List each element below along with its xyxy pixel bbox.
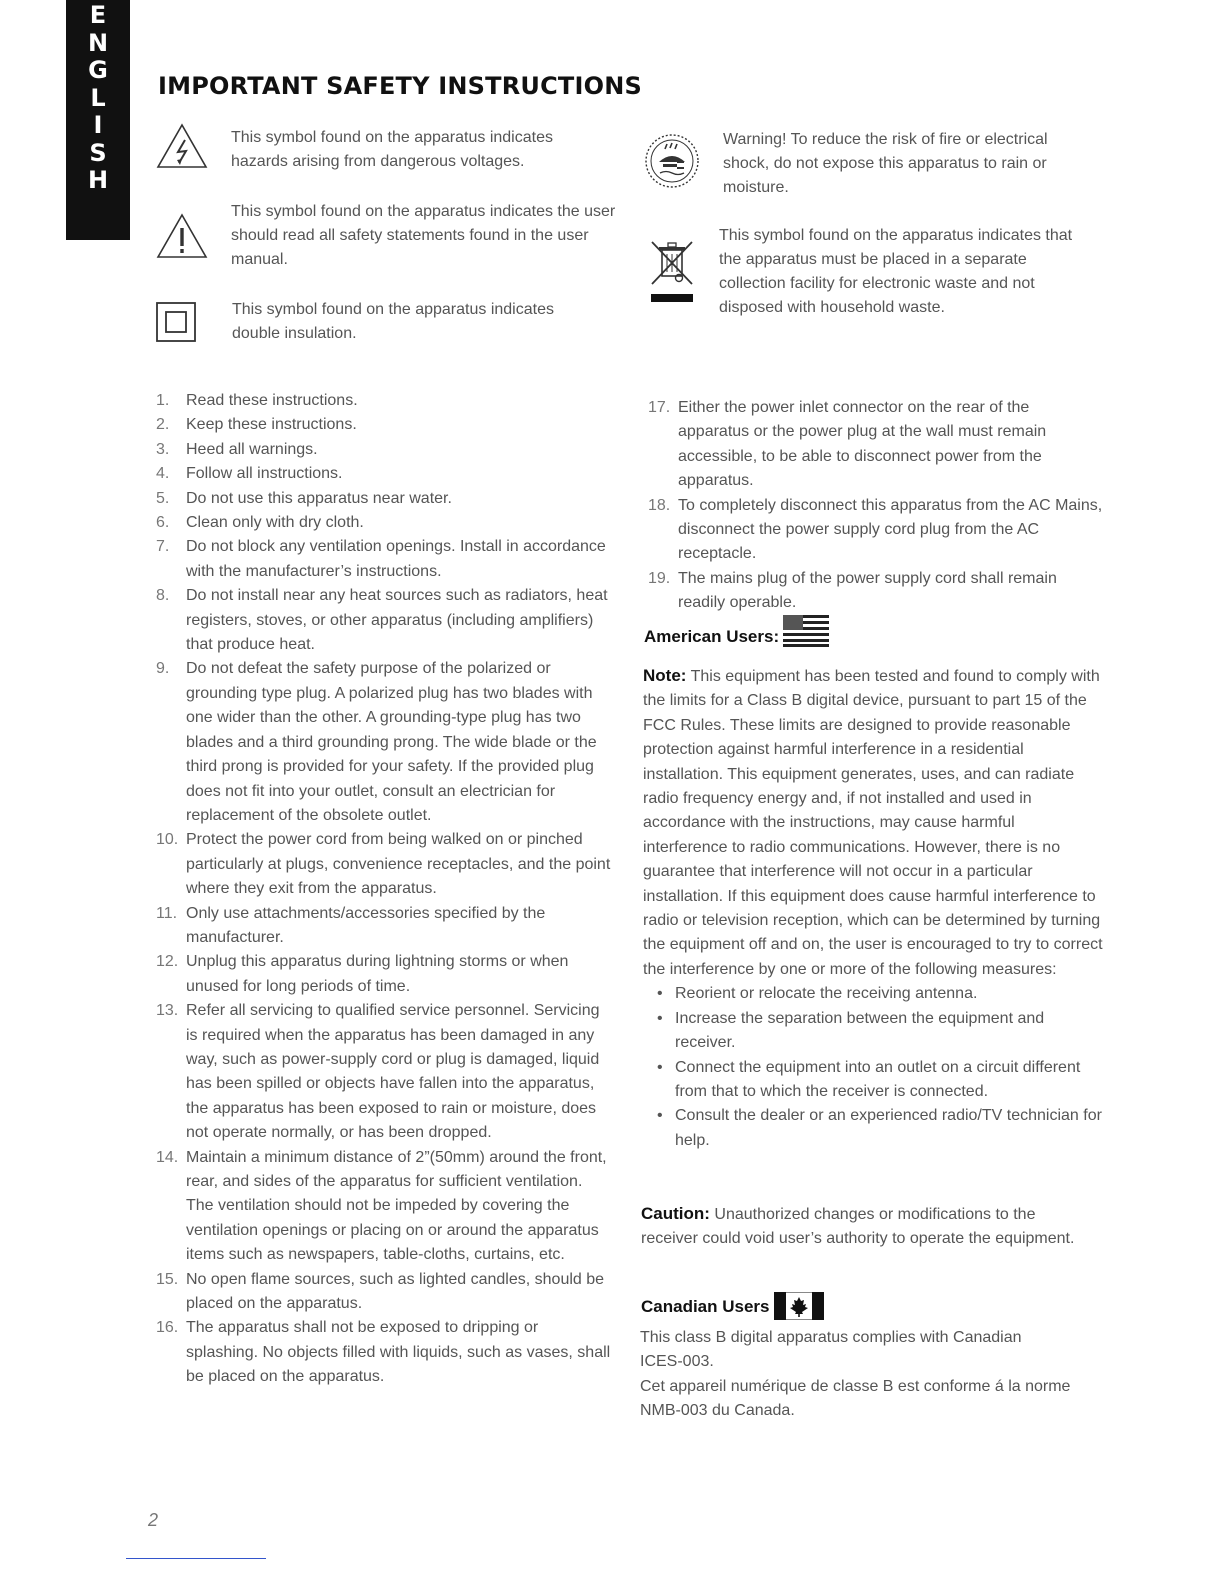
item-number: 3. (156, 440, 170, 458)
page-title: IMPORTANT SAFETY INSTRUCTIONS (158, 72, 642, 100)
list-item (156, 389, 611, 413)
list-item (648, 494, 1103, 567)
list-item (156, 511, 611, 535)
item-number: 1. (156, 392, 170, 409)
item-number: 19. (648, 569, 671, 587)
item-number: 8. (156, 587, 170, 605)
rain-moisture-warning-icon (643, 132, 701, 190)
voltage-symbol-text: This symbol found on the apparatus indicates hazards arising from dangerous voltages. (231, 129, 553, 170)
language-letter: L (90, 83, 106, 112)
list-item: • Consult the dealer or an experienced radio/TV technician for help. (643, 1104, 1103, 1153)
high-voltage-warning-icon (156, 122, 208, 170)
list-item (156, 535, 611, 584)
list-item: • Increase the separation between the equipment and receiver. (643, 1007, 1103, 1056)
safety-list-right (648, 396, 1103, 616)
list-item (156, 413, 611, 437)
item-text: Protect the power cord from being walked on or pinched particularly at plugs, convenience receptacles, and the point where they exit from the apparatus. (186, 831, 611, 898)
double-insulation-icon (156, 302, 198, 344)
read-manual-symbol-text: This symbol found on the apparatus indicates the user should read all safety statements found in the user manual. (231, 203, 616, 268)
footer-rule (126, 1558, 266, 1559)
item-number: 12. (156, 953, 179, 971)
item-number: 9. (156, 660, 170, 678)
language-letter: G (88, 56, 108, 84)
list-item (156, 487, 611, 511)
note-text: This equipment has been tested and found to comply with the limits for a Class B digital device, pursuant to part 15 of the FCC Rules. These limits are designed to provide reasonable protection against harmful interference in a residential installation. This equipment generates, uses, and can radiate radio frequency energy and, if not installed and used in accordance with the instructions, may cause harmful interference to radio communications. However, there is no guarantee that interference will not occur in a particular installation. If this equipment does cause harmful interference to radio or television reception, which can be determined by turning the equipment off and on, the user is encouraged to try to correct the interference by one or more of the following measures: (643, 668, 1103, 978)
item-number: 15. (156, 1270, 179, 1288)
language-letter: E (89, 1, 107, 29)
item-text: Do not install near any heat sources such as radiators, heat registers, stoves, or other apparatus (including amplifiers) that produce heat. (186, 587, 608, 654)
list-item (156, 1268, 611, 1317)
item-text: Unplug this apparatus during lightning storms or when unused for long periods of time. (186, 953, 569, 995)
item-text: Follow all instructions. (186, 465, 343, 483)
item-number: 4. (156, 465, 170, 483)
item-text: To completely disconnect this apparatus from the AC Mains, disconnect the power supply cord plug from the AC receptacle. (678, 496, 1103, 563)
page-number: 2 (148, 1510, 159, 1530)
item-number: 5. (156, 489, 170, 507)
item-text: Either the power inlet connector on the rear of the apparatus or the power plug at the wall must remain accessible, to be able to disconnect power from the apparatus. (678, 399, 1047, 490)
american-users-heading (644, 627, 829, 647)
note-label: Note: (643, 666, 687, 685)
canada-flag-icon (774, 1292, 824, 1320)
american-users-title: American Users: (644, 627, 780, 646)
canadian-english-text: This class B digital apparatus complies with Canadian ICES-003. (640, 1329, 1022, 1371)
language-letter: S (89, 138, 107, 167)
canadian-users-title: Canadian Users (641, 1297, 770, 1316)
list-item (156, 657, 611, 828)
weee-symbol-text: This symbol found on the apparatus indicates that the apparatus must be placed in a separate collection facility for electronic waste and not disposed with household waste. (719, 227, 1073, 316)
rain-warning-text: Warning! To reduce the risk of fire or electrical shock, do not expose this apparatus to rain or moisture. (723, 131, 1048, 196)
item-number: 6. (156, 514, 170, 532)
list-item (156, 950, 611, 999)
list-item: • Reorient or relocate the receiving antenna. (643, 982, 1103, 1006)
item-text: Heed all warnings. (186, 440, 318, 458)
language-letter: I (93, 111, 103, 139)
item-number: 7. (156, 538, 170, 556)
list-item (648, 396, 1103, 494)
item-number: 14. (156, 1148, 179, 1166)
list-item (156, 584, 611, 657)
double-insulation-symbol-text: This symbol found on the apparatus indicates double insulation. (232, 301, 554, 342)
list-item (156, 1316, 611, 1389)
fcc-note (643, 664, 1103, 1153)
list-item (156, 462, 611, 486)
item-number: 11. (156, 904, 178, 922)
item-number: 10. (156, 831, 179, 849)
item-text: Clean only with dry cloth. (186, 514, 364, 532)
weee-disposal-icon (649, 238, 695, 304)
caution-exclamation-icon (156, 212, 208, 260)
item-text: Refer all servicing to qualified service personnel. Servicing is required when the apparatus has been damaged in any way, such as power-supply cord or plug is damaged, liquid has been spilled or objects have fallen into the apparatus, the apparatus has been exposed to rain or moisture, does not operate normally, or has been dropped. (186, 1002, 600, 1142)
list-item: • Connect the equipment into an outlet on a circuit different from that to which the receiver is connected. (643, 1056, 1103, 1105)
list-item (156, 828, 611, 901)
item-text: Read these instructions. (186, 392, 358, 409)
safety-list-left (156, 389, 611, 1390)
language-letter: H (87, 166, 109, 194)
caution-paragraph (641, 1202, 1081, 1252)
item-text: No open flame sources, such as lighted candles, should be placed on the apparatus. (186, 1270, 605, 1313)
caution-label: Caution: (641, 1204, 710, 1223)
language-tab (66, 0, 130, 240)
item-text: The apparatus shall not be exposed to dripping or splashing. No objects filled with liquids, such as vases, shall be placed on the apparatus. (186, 1319, 611, 1386)
caution-text: Unauthorized changes or modifications to the receiver could void user’s authority to operate the equipment. (641, 1206, 1075, 1248)
list-item (156, 902, 611, 951)
list-item (156, 999, 611, 1145)
item-text: Maintain a minimum distance of 2”(50mm) around the front, rear, and sides of the apparatus for sufficient ventilation. The ventilation should not be impeded by covering the ventilation openings or placing on or around the apparatus items such as newspapers, table-cloths, curtains, etc. (186, 1148, 607, 1264)
item-number: 17. (648, 399, 671, 416)
item-number: 16. (156, 1319, 179, 1337)
item-number: 2. (156, 416, 170, 434)
list-item (156, 1146, 611, 1268)
fcc-measures-list (643, 982, 1103, 1153)
item-text: Keep these instructions. (186, 416, 357, 434)
item-number: 13. (156, 1002, 179, 1020)
canadian-users-heading (641, 1294, 824, 1320)
item-text: Only use attachments/accessories specified by the manufacturer. (186, 904, 546, 946)
language-letter: N (87, 28, 109, 57)
item-text: The mains plug of the power supply cord shall remain readily operable. (678, 569, 1057, 612)
us-flag-icon (783, 615, 829, 647)
list-item (156, 438, 611, 462)
item-number: 18. (648, 496, 671, 514)
item-text: Do not block any ventilation openings. Install in accordance with the manufacturer’s instructions. (186, 538, 606, 580)
item-text: Do not defeat the safety purpose of the polarized or grounding type plug. A polarized plug has two blades with one wider than the other. A grounding-type plug has two blades and a third grounding prong. The wide blade or the third prong is provided for your safety. If the provided plug does not fit into your outlet, consult an electrician for replacement of the obsolete outlet. (186, 660, 597, 824)
item-text: Do not use this apparatus near water. (186, 489, 452, 507)
list-item (648, 567, 1103, 616)
canadian-french-text: Cet appareil numérique de classe B est conforme á la norme NMB-003 du Canada. (640, 1378, 1071, 1420)
